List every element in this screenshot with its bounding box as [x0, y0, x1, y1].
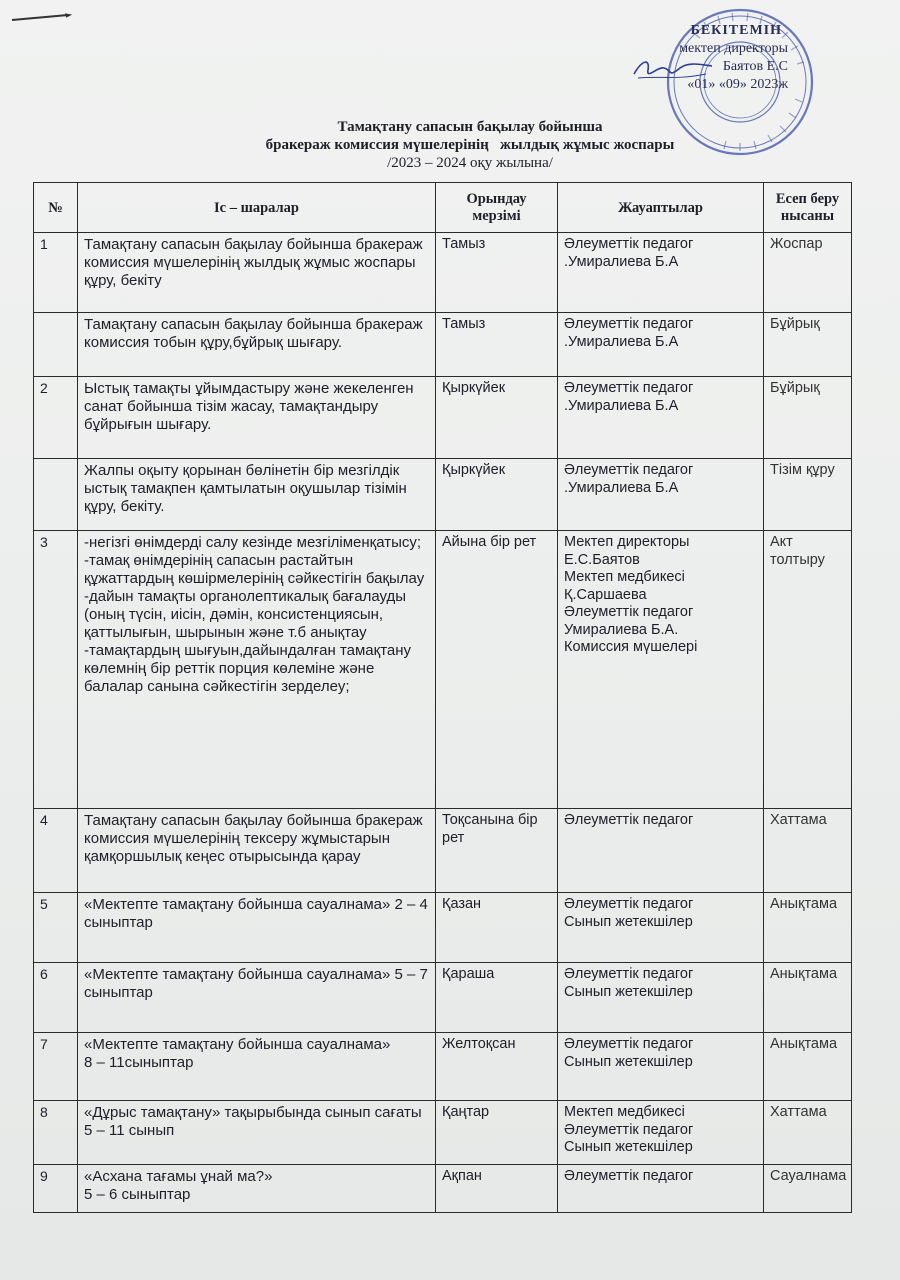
row-activity: Тамақтану сапасын бақылау бойынша бракераж комиссия тобын құру,бұйрық шығару.: [78, 313, 436, 377]
row-activity: Ыстық тамақты ұйымдастыру және жекеленген санат бойынша тізім жасау, тамақтандыру бұйрығын шығару.: [78, 377, 436, 459]
table-body: [34, 233, 852, 1213]
title-line-1: Тамақтану сапасын бақылау бойынша: [337, 119, 603, 135]
row-deadline: Қыркүйек: [436, 459, 558, 531]
row-num: 3: [34, 531, 78, 809]
approval-title: БЕКІТЕМІН: [690, 23, 782, 38]
row-deadline: Ақпан: [436, 1165, 558, 1213]
row-report-form: Акт толтыру: [764, 531, 852, 809]
row-report-form: Бұйрық: [764, 313, 852, 377]
table-row: [34, 459, 852, 531]
row-responsible: Мектеп директоры Е.С.Баятов Мектеп медбикесі Қ.Саршаева Әлеуметтік педагог Умиралиева Б.А. Комиссия мүшелері: [558, 531, 764, 809]
header-activity: Іс – шаралар: [78, 183, 436, 233]
document-subtitle: /2023 – 2024 оқу жылына/: [387, 155, 553, 171]
row-deadline: Қаңтар: [436, 1101, 558, 1165]
row-report-form: Анықтама: [764, 963, 852, 1033]
row-num: 6: [34, 963, 78, 1033]
row-num: 8: [34, 1101, 78, 1165]
row-num: 9: [34, 1165, 78, 1213]
header-deadline: Орындау мерзімі: [436, 183, 558, 233]
row-activity: «Дұрыс тамақтану» тақырыбында сынып сағаты 5 – 11 сынып: [78, 1101, 436, 1165]
row-activity: Тамақтану сапасын бақылау бойынша бракераж комиссия мүшелерінің тексеру жұмыстарын қамқоршылық кеңес отырысында қарау: [78, 809, 436, 893]
approval-block: [600, 22, 810, 94]
document-title-block: [190, 118, 750, 172]
title-line-2: бракераж комиссия мүшелерінің жылдық жұмыс жоспары: [265, 137, 675, 153]
row-activity: «Мектепте тамақтану бойынша сауалнама» 8 – 11сыныптар: [78, 1033, 436, 1101]
row-responsible: Мектеп медбикесі Әлеуметтік педагог Сынып жетекшілер: [558, 1101, 764, 1165]
row-responsible: Әлеуметтік педагог .Умиралиева Б.А: [558, 377, 764, 459]
header-report-form: Есеп беру нысаны: [764, 183, 852, 233]
table-row: [34, 1165, 852, 1213]
row-report-form: Анықтама: [764, 1033, 852, 1101]
row-report-form: Жоспар: [764, 233, 852, 313]
table-row: [34, 809, 852, 893]
row-num: 1: [34, 233, 78, 313]
table-row: [34, 893, 852, 963]
approval-signer: Баятов Е.С: [722, 59, 788, 74]
table-row: [34, 233, 852, 313]
approval-date: «01» «09» 2023ж: [687, 77, 788, 92]
row-activity: -негізгі өнімдерді салу кезінде мезгіліменқатысу; -тамақ өнімдерінің сапасын растайтын құжаттардың көшірмелерінің сәйкестігін бақылау -дайын тамақты органолептикалық бағалауды (оның түсін, иісін, дәмін, консистенциясын, қаттылығын, шырынын және т.б анықтау -тамақтардың шығуын,дайындалған тамақтану көлемнің бір реттік порция көлеміне және балалар санына сәйкестігін зерделеу;: [78, 531, 436, 809]
header-num: №: [34, 183, 78, 233]
row-deadline: Қазан: [436, 893, 558, 963]
table-row: [34, 1101, 852, 1165]
row-responsible: Әлеуметтік педагог Сынып жетекшілер: [558, 1033, 764, 1101]
row-report-form: Тізім құру: [764, 459, 852, 531]
row-deadline: Желтоқсан: [436, 1033, 558, 1101]
row-responsible: Әлеуметтік педагог .Умиралиева Б.А: [558, 233, 764, 313]
pen-mark: [10, 12, 72, 22]
row-responsible: Әлеуметтік педагог .Умиралиева Б.А: [558, 313, 764, 377]
row-num: 4: [34, 809, 78, 893]
table-row: [34, 531, 852, 809]
row-num: 7: [34, 1033, 78, 1101]
row-num: 5: [34, 893, 78, 963]
row-report-form: Сауалнама: [764, 1165, 852, 1213]
row-responsible: Әлеуметтік педагог Сынып жетекшілер: [558, 893, 764, 963]
work-plan-table: [33, 182, 852, 1213]
row-deadline: Айына бір рет: [436, 531, 558, 809]
row-deadline: Тамыз: [436, 313, 558, 377]
row-activity: Тамақтану сапасын бақылау бойынша бракераж комиссия мүшелерінің жылдық жұмыс жоспары құру, бекіту: [78, 233, 436, 313]
row-num: [34, 313, 78, 377]
row-deadline: Қыркүйек: [436, 377, 558, 459]
row-activity: Жалпы оқыту қорынан бөлінетін бір мезгілдік ыстық тамақпен қамтылатын оқушылар тізімін құру, бекіту.: [78, 459, 436, 531]
row-activity: «Мектепте тамақтану бойынша сауалнама» 2 – 4 сыныптар: [78, 893, 436, 963]
header-responsible: Жауаптылар: [558, 183, 764, 233]
row-num: [34, 459, 78, 531]
row-activity: «Мектепте тамақтану бойынша сауалнама» 5 – 7 сыныптар: [78, 963, 436, 1033]
approval-position: мектеп директоры: [679, 41, 788, 56]
table-row: [34, 313, 852, 377]
row-activity: «Асхана тағамы ұнай ма?» 5 – 6 сыныптар: [78, 1165, 436, 1213]
table-row: [34, 377, 852, 459]
table-row: [34, 1033, 852, 1101]
row-responsible: Әлеуметтік педагог: [558, 809, 764, 893]
row-report-form: Анықтама: [764, 893, 852, 963]
row-num: 2: [34, 377, 78, 459]
row-responsible: Әлеуметтік педагог .Умиралиева Б.А: [558, 459, 764, 531]
row-responsible: Әлеуметтік педагог Сынып жетекшілер: [558, 963, 764, 1033]
row-deadline: Тамыз: [436, 233, 558, 313]
row-deadline: Қараша: [436, 963, 558, 1033]
table-header-row: [34, 183, 852, 233]
table-row: [34, 963, 852, 1033]
row-report-form: Хаттама: [764, 1101, 852, 1165]
row-deadline: Тоқсанына бір рет: [436, 809, 558, 893]
row-responsible: Әлеуметтік педагог: [558, 1165, 764, 1213]
row-report-form: Бұйрық: [764, 377, 852, 459]
row-report-form: Хаттама: [764, 809, 852, 893]
